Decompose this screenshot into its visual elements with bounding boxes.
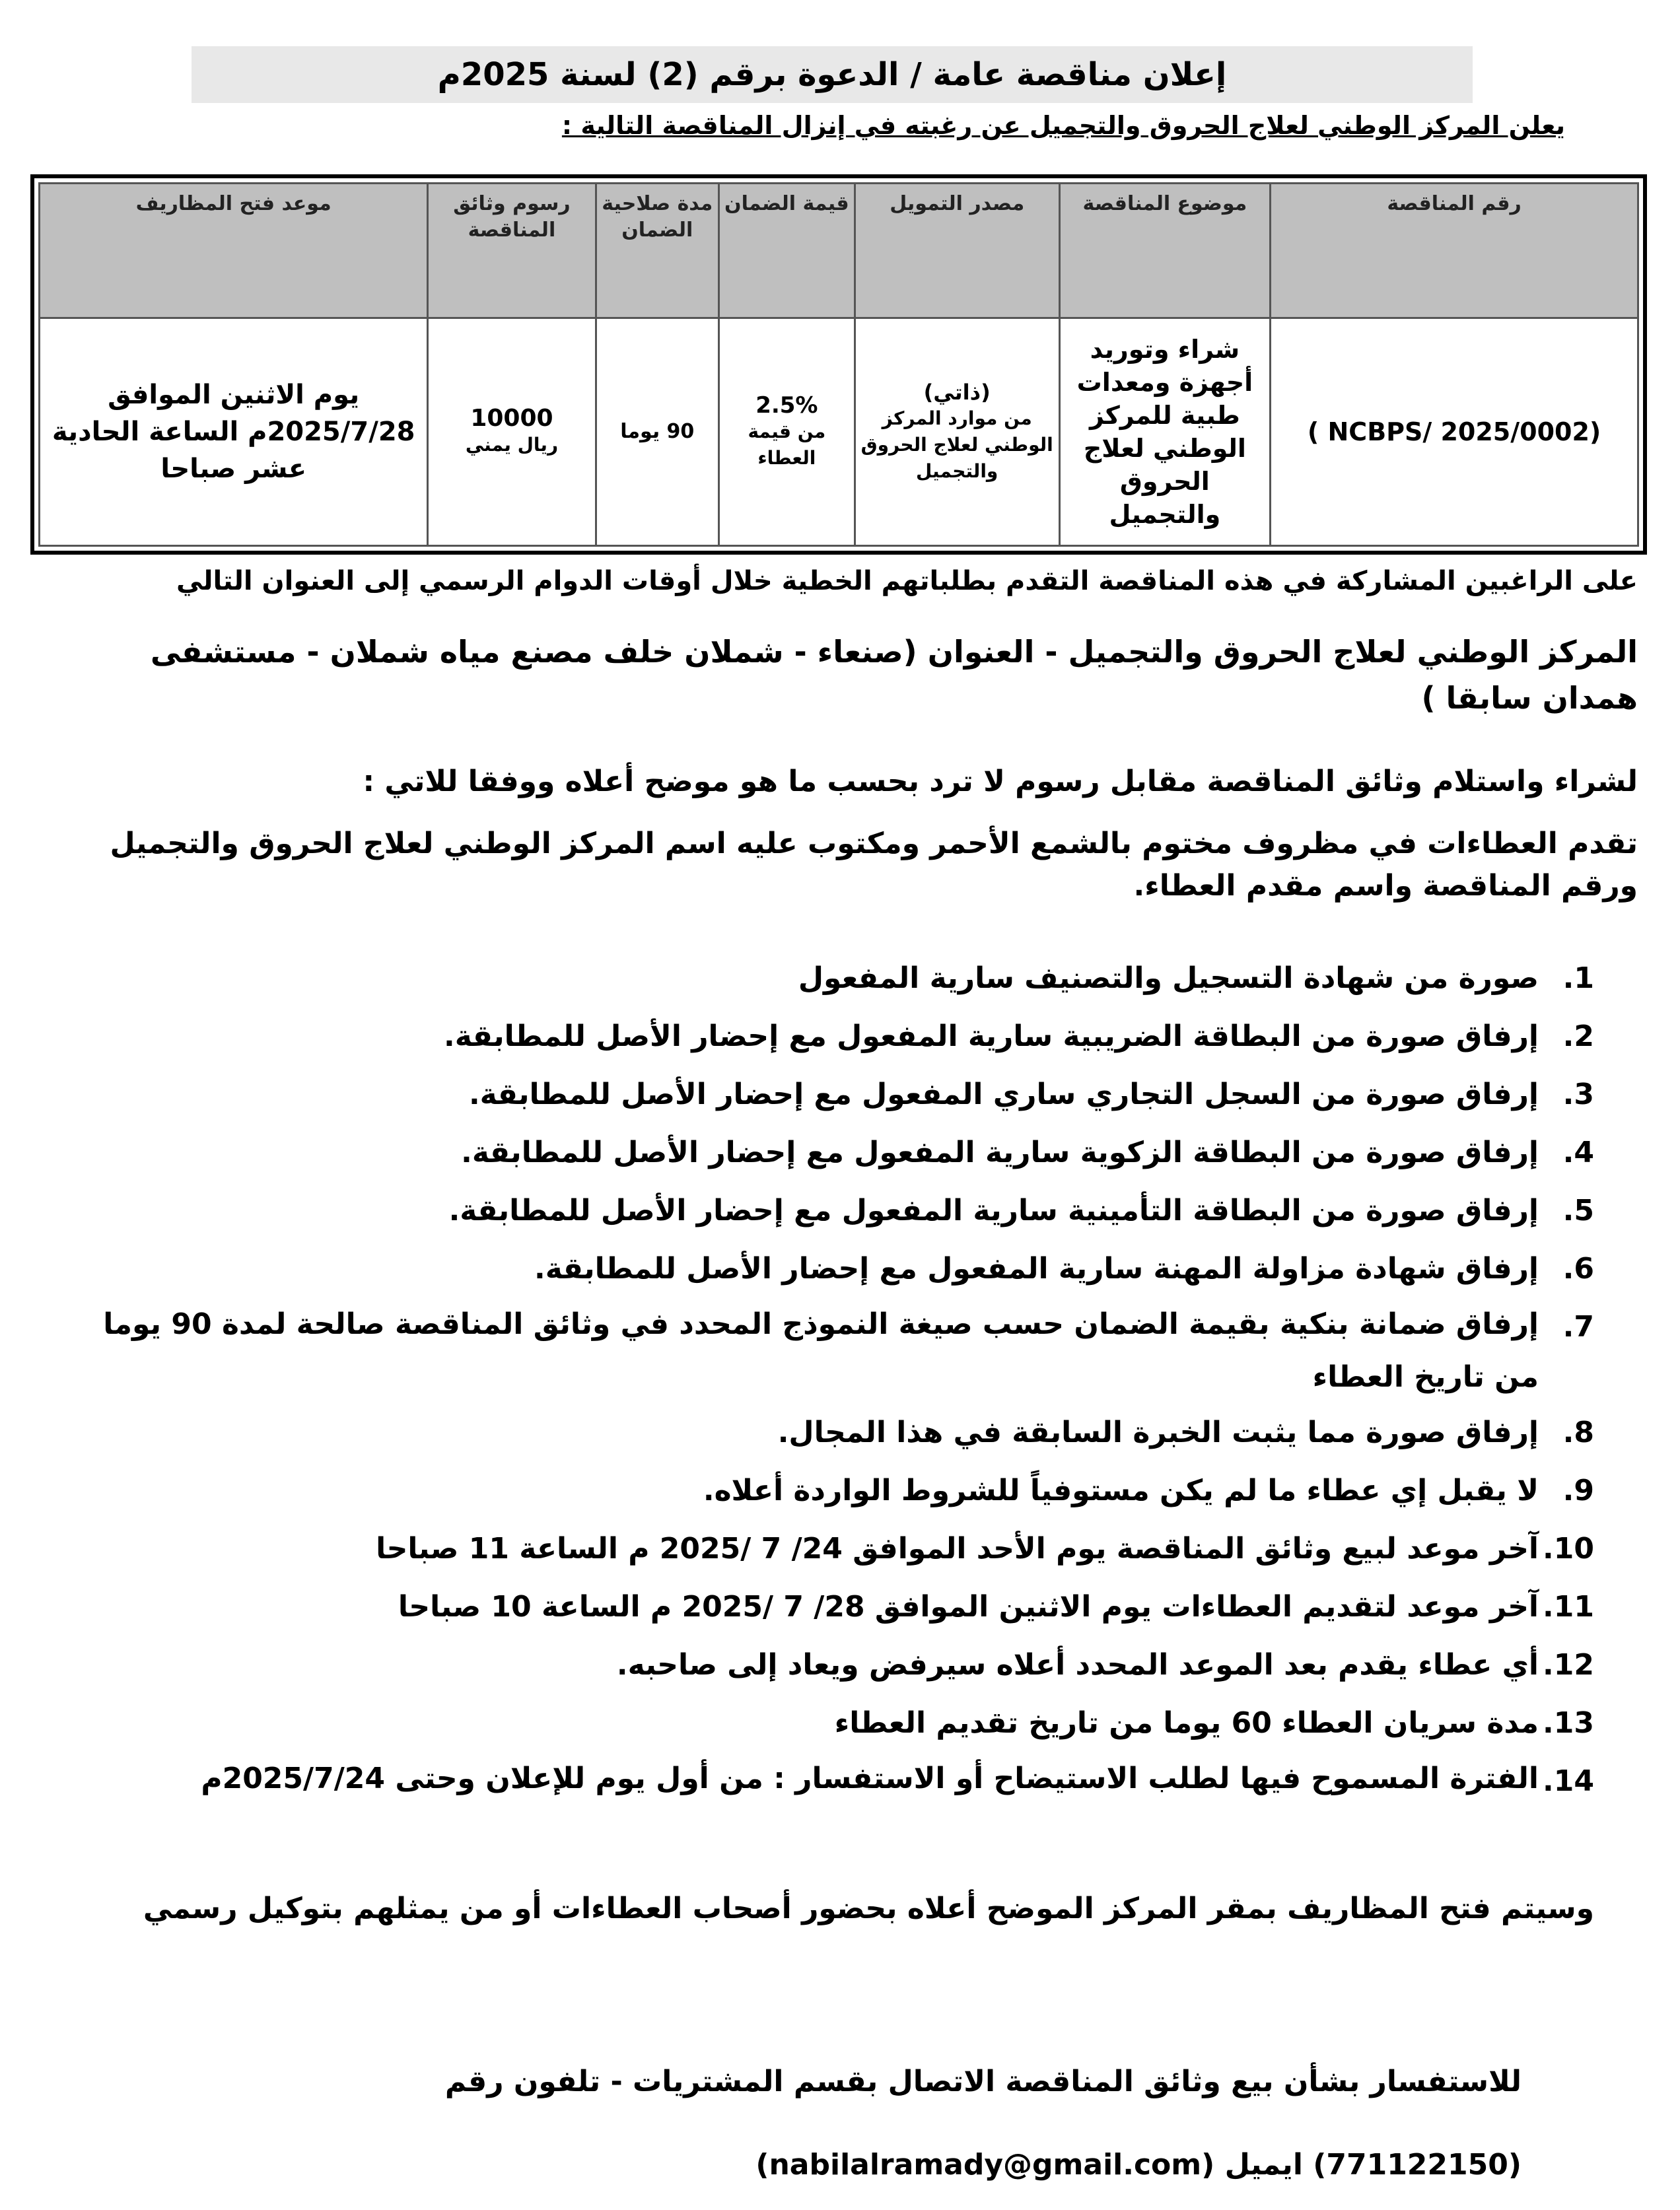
item-number: 5. [1562,1194,1594,1227]
tender-table [38,182,1639,547]
paragraph-submission: على الراغبين المشاركة في هذه المناقصة التقدم بطلباتهم الخطية خلال أوقات الدوام الرسمي إلى العنوان التالي [176,566,1638,596]
item-text: آخر موعد لتقديم العطاءات يوم الاثنين الموافق 28/ 7 /2025 م الساعة 10 صباحا [398,1590,1539,1624]
item-text: إرفاق صورة من البطاقة التأمينية سارية المفعول مع إحضار الأصل للمطابقة. [448,1194,1539,1227]
list-item [62,1752,1594,1811]
header-guarantee-validity: مدة صلاحية الضمان [596,184,718,318]
list-item [62,1578,1594,1636]
phone-number: (771122150) [1313,2148,1522,2182]
header-funding: مصدر التمويل [855,184,1059,318]
table-header-row [40,184,1638,318]
list-item [62,1636,1594,1694]
item-number: 8. [1562,1416,1594,1449]
item-text: صورة من شهادة التسجيل والتصنيف سارية المفعول [798,961,1539,995]
list-item [62,1462,1594,1520]
paragraph-purchase: لشراء واستلام وثائق المناقصة مقابل رسوم لا ترد بحسب ما هو موضح أعلاه ووفقا للاتي : [363,765,1638,798]
item-number: 1. [1562,961,1594,995]
table-row [40,318,1638,546]
item-number: 11. [1543,1590,1594,1624]
list-item [62,1404,1594,1462]
cell-opening-date: يوم الاثنين الموافق 2025/7/28م الساعة الحادية عشر صباحا [40,318,428,546]
cell-tender-no: ( NCBPS/ 2025/0002) [1271,318,1638,546]
cell-guarantee-validity: 90 يوما [596,318,718,546]
guarantee-value-sub: من قيمة العطاء [748,421,826,469]
announcement-title: إعلان مناقصة عامة / الدعوة برقم (2) لسنة 2025م [192,46,1473,103]
paragraph-address: المركز الوطني لعلاج الحروق والتجميل - العنوان (صنعاء - شملان خلف مصنع مياه شملان - مستشفى همدان سابقا ) [150,634,1638,716]
header-doc-fees: رسوم وثائق المناقصة [428,184,596,318]
announcement-intro: يعلن المركز الوطني لعلاج الحروق والتجميل عن رغبته في إنزال المناقصة التالية : [561,111,1565,140]
funding-main: (ذاتي) [923,380,991,405]
item-text: إرفاق شهادة مزاولة المهنة سارية المفعول مع إحضار الأصل للمطابقة. [534,1252,1539,1286]
conditions-list [62,950,1594,1811]
item-text: إرفاق صورة من البطاقة الزكوية سارية المفعول مع إحضار الأصل للمطابقة. [461,1136,1539,1169]
list-item [62,1240,1594,1298]
list-item [62,1298,1594,1404]
tender-table-frame [30,174,1647,555]
item-number: 2. [1562,1019,1594,1053]
list-item [62,1520,1594,1578]
list-item [62,1694,1594,1752]
closing-paragraph: وسيتم فتح المظاريف بمقر المركز الموضح أعلاه بحضور أصحاب العطاءات أو من يمثلهم بتوكيل رسمي [143,1892,1594,1925]
contact-text: للاستفسار بشأن بيع وثائق المناقصة الاتصال بقسم المشتريات - تلفون رقم [444,2065,1522,2098]
cell-subject: شراء وتوريد أجهزة ومعدات طبية للمركز الوطني لعلاج الحروق والتجميل [1059,318,1271,546]
paragraph-envelope: تقدم العطاءات في مظروف مختوم بالشمع الأحمر ومكتوب عليه اسم المركز الوطني لعلاج الحروق والتجميل ورقم المناقصة واسم مقدم العطاء. [110,827,1638,903]
list-item [62,950,1594,1008]
item-text: الفترة المسموح فيها لطلب الاستيضاح أو الاستفسار : من أول يوم للإعلان وحتى 2025/7/24م [201,1762,1539,1795]
email-address: (nabilalramady@gmail.com) [755,2148,1215,2182]
header-guarantee-value: قيمة الضمان [718,184,855,318]
guarantee-value-main: 2.5% [755,392,818,419]
list-item [62,1066,1594,1124]
header-opening-date: موعد فتح المظاريف [40,184,428,318]
email-label: ايميل [1224,2148,1303,2182]
item-number: 9. [1562,1474,1594,1507]
cell-guarantee-value [718,318,855,546]
item-text: مدة سريان العطاء 60 يوما من تاريخ تقديم العطاء [834,1706,1539,1740]
item-number: 14. [1543,1764,1594,1798]
item-text: إرفاق صورة من السجل التجاري ساري المفعول مع إحضار الأصل للمطابقة. [468,1078,1539,1111]
cell-funding [855,318,1059,546]
item-text: إرفاق ضمانة بنكية بقيمة الضمان حسب صيغة النموذج المحدد في وثائق المناقصة صالحة لمدة 90 يوما من تاريخ العطاء [103,1307,1539,1394]
list-item [62,1008,1594,1066]
funding-sub: من موارد المركز الوطني لعلاج الحروق والتجميل [860,407,1053,482]
item-number: 10. [1543,1532,1594,1566]
item-number: 13. [1543,1706,1594,1740]
item-text: لا يقبل إي عطاء ما لم يكن مستوفياً للشروط الواردة أعلاه. [703,1474,1539,1507]
item-text: إرفاق صورة مما يثبت الخبرة السابقة في هذا المجال. [777,1416,1539,1449]
header-tender-no: رقم المناقصة [1271,184,1638,318]
header-subject: موضوع المناقصة [1059,184,1271,318]
contact-info [69,2057,1522,2190]
item-text: إرفاق صورة من البطاقة الضريبية سارية المفعول مع إحضار الأصل للمطابقة. [444,1019,1539,1053]
item-text: أي عطاء يقدم بعد الموعد المحدد أعلاه سيرفض ويعاد إلى صاحبه. [616,1648,1539,1682]
list-item [62,1124,1594,1182]
contact-line-2 [69,2141,1522,2190]
cell-doc-fees [428,318,596,546]
item-number: 12. [1543,1648,1594,1682]
item-number: 7. [1562,1310,1594,1344]
list-item [62,1182,1594,1240]
item-text: آخر موعد لبيع وثائق المناقصة يوم الأحد الموافق 24/ 7 /2025 م الساعة 11 صباحا [376,1532,1539,1566]
item-number: 4. [1562,1136,1594,1169]
doc-fees-main: 10000 [470,405,553,432]
doc-fees-sub: ريال يمني [465,434,559,456]
item-number: 6. [1562,1252,1594,1286]
item-number: 3. [1562,1078,1594,1111]
